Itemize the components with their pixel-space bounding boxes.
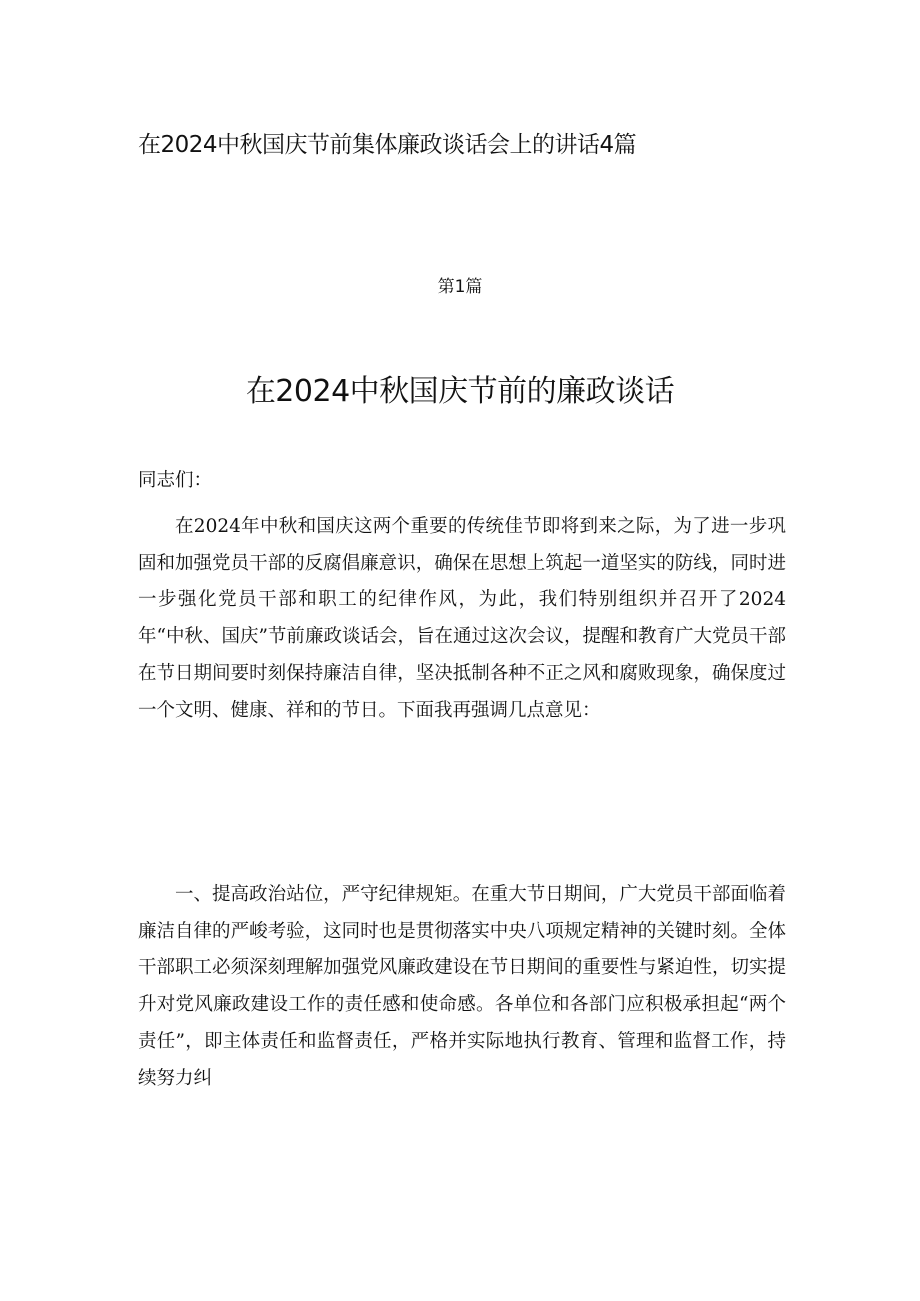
body-paragraph-2: 一、提高政治站位，严守纪律规矩。在重大节日期间，广大党员干部面临着廉洁自律的严峻考验，这同时也是贯彻落实中央八项规定精神的关键时刻。全体干部职工必须深刻理解加强党风廉政建设在节日期间的重要性与紧迫性，切实提升对党风廉政建设工作的责任感和使命感。各单位和各部门应积极承担起“两个责任”，即主体责任和监督责任，严格并实际地执行教育、管理和监督工作，持续努力纠 — [138, 884, 786, 1089]
part-label: 第1篇 — [437, 277, 483, 297]
document-title: 在2024中秋国庆节前集体廉政谈话会上的讲话4篇 — [138, 132, 637, 158]
speech-title: 在2024中秋国庆节前的廉政谈话 — [245, 374, 675, 409]
body-paragraph-1: 在2024年中秋和国庆这两个重要的传统佳节即将到来之际，为了进一步巩固和加强党员干部的反腐倡廉意识，确保在思想上筑起一道坚实的防线，同时进一步强化党员干部和职工的纪律作风，为此，我们特别组织并召开了2024年“中秋、国庆”节前廉政谈话会，旨在通过这次会议，提醒和教育广大党员干部在节日期间要时刻保持廉洁自律，坚决抵制各种不正之风和腐败现象，确保度过一个文明、健康、祥和的节日。下面我再强调几点意见： — [138, 516, 786, 721]
salutation: 同志们： — [138, 470, 213, 491]
